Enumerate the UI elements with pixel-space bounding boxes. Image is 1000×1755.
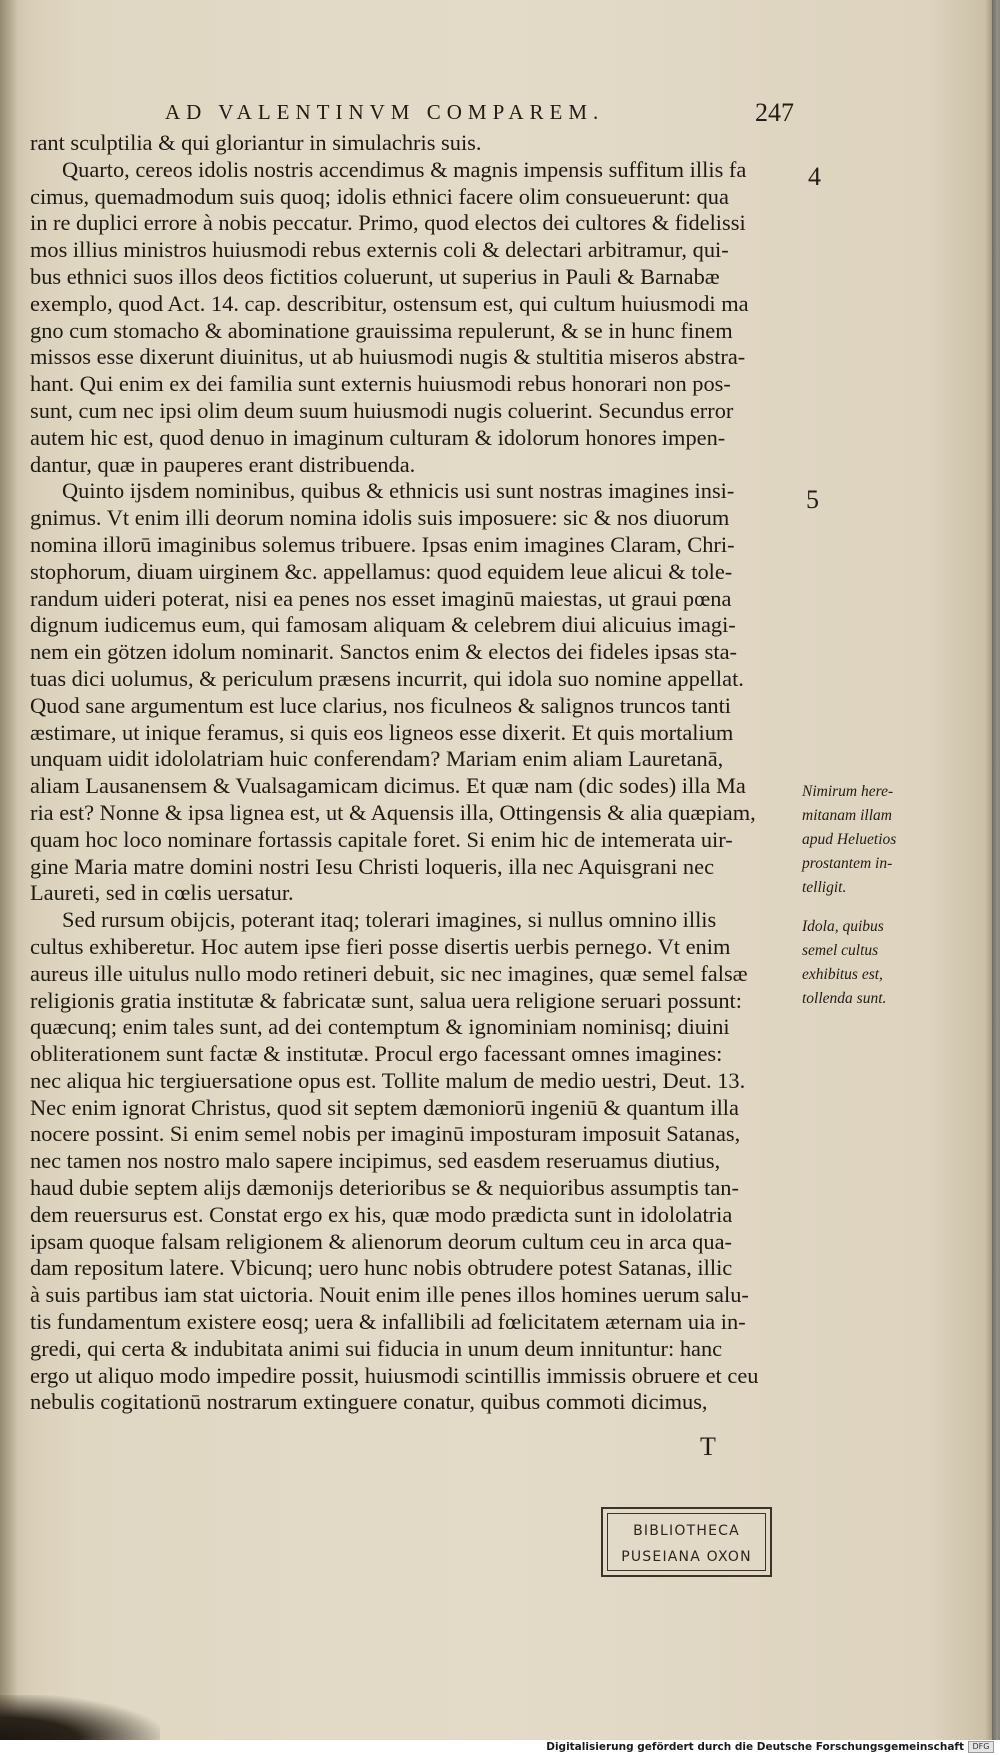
text-line: nebulis cogitationū nostrarum extinguere conatur, quibus commoti dicimus, [30, 1389, 708, 1415]
margin-note-line: apud Heluetios [802, 831, 897, 848]
text-line: gredi, qui certa & indubitata animi sui fiducia in unum deum innituntur: hanc [30, 1335, 723, 1361]
spine-shadow [0, 0, 18, 1740]
section-number-5: 5 [806, 485, 819, 514]
text-line: Sed rursum obijcis, poterant itaq; tolerari imagines, si nullus omnino illis [62, 907, 717, 933]
text-line: quam hoc loco nominare fortassis capitale foret. Si enim hic de intemerata uir- [30, 826, 733, 852]
stamp-line-2: PUSEIANA OXON [621, 1549, 752, 1565]
section-number-4: 4 [808, 162, 821, 191]
text-line: aureus ille uitulus nullo modo retineri debuit, sic nec imagines, quæ semel falsæ [30, 960, 748, 986]
margin-note-line: tollenda sunt. [802, 990, 887, 1007]
text-line: Quod sane argumentum est luce clarius, nos ficulneos & salignos truncos tanti [30, 692, 732, 718]
text-line: Quarto, cereos idolis nostris accendimus & magnis impensis suffitum illis fa [62, 156, 747, 182]
margin-note-idols [802, 915, 912, 1011]
text-line: mos illius ministros huiusmodi rebus externis coli & delectari arbitramur, qui- [30, 237, 729, 263]
catchword: T [700, 1432, 716, 1461]
margin-note-line: prostantem in- [802, 855, 893, 872]
text-line: tuas dici uolumus, & periculum præsens incurrit, qui idola suo nomine appellat. [30, 665, 744, 691]
margin-note-line: exhibitus est, [802, 966, 883, 983]
text-line: ipsam quoque falsam religionem & alienorum deorum cultum ceu in arca qua- [30, 1228, 732, 1254]
text-line: dam repositum latere. Vbicunq; uero hunc nobis obtrudere potest Satanas, illic [30, 1255, 733, 1281]
text-line: obliterationem sunt factæ & institutæ. Procul ergo facessant omnes imagines: [30, 1041, 723, 1067]
library-stamp [601, 1507, 772, 1577]
text-line: exemplo, quod Act. 14. cap. describitur, ostensum est, qui cultum huiusmodi ma [30, 290, 749, 316]
text-line: Laureti, sed in cœlis uersatur. [30, 880, 294, 906]
body-text [30, 130, 800, 1416]
running-head: AD VALENTINVM COMPAREM. [165, 100, 605, 124]
margin-note-line: semel cultus [802, 942, 879, 959]
text-line: sunt, cum nec ipsi olim deum suum huiusmodi nugis coluerint. Secundus error [30, 397, 734, 423]
text-line: ria est? Nonne & ipsa lignea est, ut & Aquensis illa, Ottingensis & alia quæpiam, [30, 799, 756, 825]
margin-note-line: Idola, quibus [802, 918, 884, 935]
margin-note-line: mitanam illam [802, 807, 892, 824]
text-line: autem hic est, quod denuo in imaginum culturam & idolorum honores impen- [30, 424, 726, 450]
text-line: in re duplici errore à nobis peccatur. Primo, quod electos dei cultores & fidelissi [30, 210, 746, 236]
text-line: ergo ut aliquo modo impedire possit, huiusmodi scintillis immissis obruere et ceu [30, 1362, 759, 1388]
text-line: haud dubie septem alijs dæmonijs deterioribus se & nequioribus assumptis tan- [30, 1175, 739, 1201]
text-line: tis fundamentum existere eosq; uera & infallibili ad fœlicitatem æternam uia in- [30, 1309, 746, 1335]
text-line: cimus, quemadmodum suis quoq; idolis ethnici facere olim consueuerunt: qua [30, 183, 729, 209]
text-line: aliam Lausanensem & Vualsagamicam dicimus. Et quæ nam (dic sodes) illa Ma [30, 773, 746, 799]
text-line: randum uideri poterat, nisi ea penes nos esset imaginū maiestas, ut graui pœna [30, 585, 732, 611]
margin-note-line: Nimirum here- [802, 783, 894, 800]
text-line: Quinto ijsdem nominibus, quibus & ethnicis usi sunt nostras imagines insi- [62, 478, 735, 504]
text-line: æstimare, ut inique feramus, si quis eos ligneos esse dixerit. Et quis mortalium [30, 719, 734, 745]
margin-note-hermit [802, 780, 912, 900]
text-line: stophorum, diuam uirginem &c. appellamus: quod equidem leue alicui & tole- [30, 558, 733, 584]
text-line: nec aliqua hic tergiuersatione opus est. Tollite malum de medio uestri, Deut. 13. [30, 1067, 746, 1093]
text-line: dantur, quæ in pauperes erant distribuenda. [30, 451, 416, 477]
text-line: cultus exhiberetur. Hoc autem ipse fieri posse disertis uerbis pernego. Vt enim [30, 933, 731, 959]
digitization-footer [0, 1740, 1000, 1755]
text-line: nec tamen nos nostro malo sapere incipimus, sed easdem reseruamus diutius, [30, 1148, 721, 1174]
text-line: Nec enim ignorat Christus, quod sit septem dæmoniorū ingeniū & quantum illa [30, 1094, 739, 1120]
page-edge [992, 0, 998, 1740]
text-line: hant. Qui enim ex dei familia sunt externis huiusmodi rebus honorari non pos- [30, 371, 731, 397]
text-line: gnimus. Vt enim illi deorum nomina idolis suis imposuere: sic & nos diuorum [30, 505, 730, 531]
text-line: missos esse dixerunt diuinitus, ut ab huiusmodi nugis & stultitia miseros abstra- [30, 344, 746, 370]
text-line: gno cum stomacho & abominatione grauissima repulerunt, & se in hunc finem [30, 317, 733, 343]
text-line: à suis partibus iam stat uictoria. Nouit enim ille penes illos homines uerum salu- [30, 1282, 749, 1308]
text-line: nem ein götzen idolum nominarit. Sanctos enim & electos dei fideles ipsas sta- [30, 639, 738, 665]
stamp-line-1: BIBLIOTHECA [633, 1523, 740, 1539]
text-line: unquam uidit idololatriam huic conferendam? Mariam enim aliam Lauretanā, [30, 746, 724, 772]
text-line: rant sculptilia & qui gloriantur in simulachris suis. [30, 130, 482, 155]
dfg-logo: DFG [968, 1741, 994, 1753]
text-line: nomina illorū imaginibus solemus tribuere. Ipsas enim imagines Claram, Chri- [30, 531, 735, 557]
text-line: bus ethnici suos illos deos fictitios coluerunt, ut superius in Pauli & Barnabæ [30, 263, 720, 289]
margin-note-line: telligit. [802, 879, 847, 896]
text-line: nocere possint. Si enim semel nobis per imaginū imposturam imposuit Satanas, [30, 1121, 741, 1147]
page-number: 247 [755, 98, 794, 127]
text-line: dem reuersurus est. Constat ergo ex his, quæ modo prædicta sunt in idololatria [30, 1201, 733, 1227]
footer-credit-text: Digitalisierung gefördert durch die Deutsche Forschungsgemeinschaft [546, 1741, 964, 1753]
text-line: quæcunq; enim tales sunt, ad dei contemptum & ignominiam nominisq; diuini [30, 1014, 730, 1040]
text-line: dignum iudicemus eum, qui famosam aliquam & celebrem diui alicuius imagi- [30, 612, 736, 638]
text-line: gine Maria matre domini nostri Iesu Christi loqueris, illa nec Aquisgrani nec [30, 853, 715, 879]
page-header [165, 100, 805, 130]
text-line: religionis gratia institutæ & fabricatæ sunt, salua uera religione seruari possunt: [30, 987, 742, 1013]
binding-corner-shadow [0, 1695, 160, 1740]
